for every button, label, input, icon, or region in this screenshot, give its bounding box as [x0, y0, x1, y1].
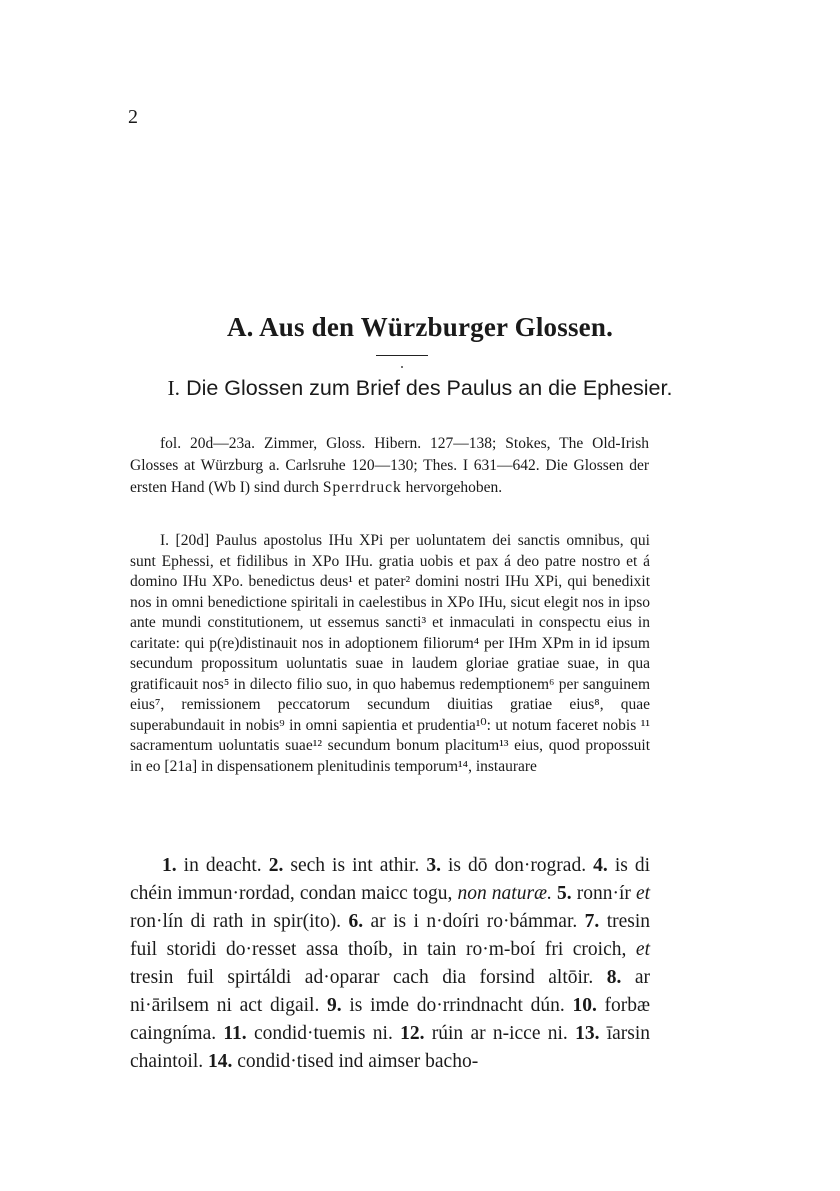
title-rule — [376, 355, 428, 356]
gloss-number: 3. — [426, 855, 448, 876]
gloss-text: īarsin chaintoil. — [130, 1023, 651, 1072]
section-number: I. — [167, 376, 181, 400]
source-note-sperrdruck: Sperrdruck — [322, 479, 402, 496]
gloss-number: 6. — [348, 911, 371, 932]
gloss-item — [400, 1023, 568, 1044]
gloss-text: in deacht. — [183, 855, 262, 876]
gloss-text: sech is int athir. — [290, 855, 420, 876]
gloss-italic: et — [635, 939, 650, 960]
gloss-list — [130, 852, 650, 1076]
gloss-text: condid·tuemis ni. — [253, 1023, 393, 1044]
source-note-end: hervorgehoben. — [401, 479, 503, 496]
gloss-text: ronn·ír — [576, 883, 636, 904]
page-title: A. Aus den Würzburger Glossen. — [226, 312, 614, 342]
gloss-item — [327, 995, 565, 1016]
gloss-text: condid·tised ind aimser bacho- — [237, 1051, 479, 1072]
gloss-number: 2. — [268, 855, 291, 876]
gloss-item — [426, 855, 586, 876]
gloss-item — [223, 1023, 392, 1044]
gloss-text: is imde do·rrindnacht dún. — [349, 995, 565, 1016]
gloss-text-cont: tresin fuil spirtáldi ad·oparar cach dia forsind altōir. — [130, 967, 594, 988]
gloss-number: 14. — [207, 1051, 238, 1072]
gloss-number: 10. — [572, 995, 605, 1016]
gloss-number: 13. — [575, 1023, 607, 1044]
gloss-text: is dō don·rograd. — [447, 855, 587, 876]
gloss-italic: et — [635, 883, 651, 904]
rule-dot — [401, 366, 403, 368]
gloss-number: 12. — [400, 1023, 432, 1044]
gloss-text-cont: ron·lín di rath in spir(ito). — [130, 911, 342, 932]
gloss-text: ar ni·ārilsem ni act digail. — [130, 967, 650, 1016]
gloss-number: 7. — [584, 911, 607, 932]
gloss-text: tresin fuil storidi do·resset assa thoíb, in tain ro·m-boí fri croich, — [130, 911, 651, 960]
source-note — [130, 433, 649, 499]
gloss-text: forbæ caingníma. — [130, 995, 651, 1044]
gloss-number: 9. — [327, 995, 350, 1016]
gloss-number: 1. — [162, 855, 184, 876]
gloss-item — [208, 1051, 478, 1072]
gloss-item — [162, 855, 262, 876]
page-number: 2 — [128, 106, 138, 128]
gloss-number: 11. — [223, 1023, 254, 1044]
gloss-number: 8. — [606, 967, 635, 988]
gloss-item — [348, 911, 577, 932]
gloss-item — [269, 855, 420, 876]
gloss-number: 4. — [593, 855, 615, 876]
section-title: Die Glossen zum Brief des Paulus an die Ephesier. — [186, 376, 673, 400]
gloss-number: 5. — [557, 883, 577, 904]
gloss-italic: non naturæ. — [457, 883, 552, 904]
gloss-text: ar is i n·doíri ro·bámmar. — [370, 911, 578, 932]
source-note-text: fol. 20d—23a. Zimmer, Gloss. Hibern. 127—138; Stokes, The Old-Irish Glosses at Würzburg a. Carlsruhe 120—130; Thes. I 631—642. Die Glossen der ersten Hand (Wb I) sind durch — [130, 435, 649, 496]
section-heading — [130, 374, 710, 402]
gloss-text: is di chéin immun·rordad, condan maicc togu, — [130, 855, 651, 904]
gloss-text: rúin ar n-icce ni. — [431, 1023, 568, 1044]
latin-text: I. [20d] Paulus apostolus IHu XPi per uoluntatem dei sanctis omnibus, qui sunt Ephessi, et fidilibus in XPo IHu. gratia uobis et pax á deo patre nostro et á domino IHu XPo. benedictus deus¹ et pater² domini nostri IHu XPi, qui benedixit nos in omni benedictione spiritali in caelestibus in XPo IHu, sicut elegit nos in ipso ante mundi constitutionem, ut essemus sancti³ et inmaculati in conspectu eius in caritate: qui p(re)distinauit nos in adoptionem filiorum⁴ per IHm XPm in id ipsum secundum propossitum uoluntatis suae in laudem gloriae gratiae suae, in qua gratificauit nos⁵ in dilecto filio suo, in quo habemus redemptionem⁶ per sanguinem eius⁷, remissionem peccatorum secundum diuitias gratiae eius⁸, quae superabundauit in nobis⁹ in omni sapientia et prudentia¹⁰: ut notum faceret nobis ¹¹ sacramentum uoluntatis suae¹² secundum bonum placitum¹³ eius, quod propossuit in eo [21a] in dispensationem plenitudinis temporum¹⁴, instaurare — [130, 532, 650, 775]
